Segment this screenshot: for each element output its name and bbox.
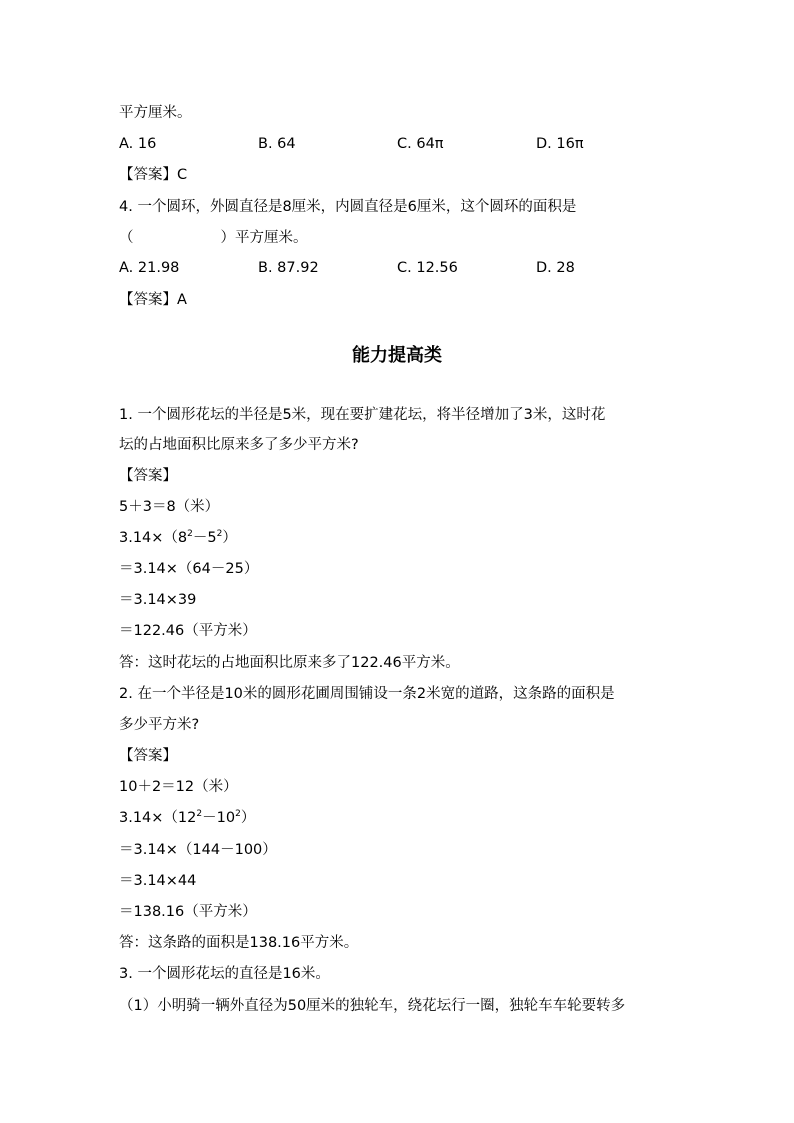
p3-question-line1: 3. 一个圆形花坛的直径是16米。 [119, 966, 330, 982]
p2-step-5: ＝138.16（平方米） [119, 904, 257, 920]
q4-option-d: D. 28 [536, 260, 575, 276]
q4-question-line1: 4. 一个圆环，外圆直径是8厘米，内圆直径是6厘米，这个圆环的面积是 [119, 199, 577, 215]
p1-question-line1: 1. 一个圆形花坛的半径是5米，现在要扩建花坛，将半径增加了3米，这时花 [119, 407, 606, 423]
q4-option-b: B. 87.92 [258, 260, 319, 276]
q3-option-b: B. 64 [258, 136, 296, 152]
q3-option-d: D. 16π [536, 136, 584, 152]
q3-options [119, 134, 679, 154]
p1-step-4: ＝3.14×39 [119, 592, 197, 608]
p1-step-2: $3.14\times(8^2-5^2)$ [119, 529, 237, 546]
p1-answer-label: 【答案】 [119, 468, 177, 484]
p2-question-line2: 多少平方米? [119, 717, 200, 733]
p1-step-1: 5＋3＝8（米） [119, 499, 220, 515]
p1-reply: 答：这时花坛的占地面积比原来多了122.46平方米。 [119, 655, 460, 671]
p2-answer-label: 【答案】 [119, 748, 177, 764]
p1-step-3: ＝3.14×（64－25） [119, 561, 259, 577]
p3-question-line2: （1）小明骑一辆外直径为50厘米的独轮车，绕花坛行一圈，独轮车车轮要转多 [119, 998, 626, 1014]
p2-step-1: 10＋2＝12（米） [119, 779, 238, 795]
q3-answer: 【答案】C [119, 167, 188, 183]
q4-answer: 【答案】A [119, 292, 187, 308]
q4-option-c: C. 12.56 [397, 260, 458, 276]
p1-question-line2: 坛的占地面积比原来多了多少平方米? [119, 437, 359, 453]
q3-tail-text: 平方厘米。 [119, 105, 192, 121]
q4-question-line2: （ ）平方厘米。 [119, 230, 308, 246]
p2-step-4: ＝3.14×44 [119, 873, 197, 889]
p2-question-line1: 2. 在一个半径是10米的圆形花圃周围铺设一条2米宽的道路，这条路的面积是 [119, 686, 615, 702]
p2-reply: 答：这条路的面积是138.16平方米。 [119, 935, 359, 951]
q4-option-a: A. 21.98 [119, 260, 180, 276]
p1-step-5: ＝122.46（平方米） [119, 623, 257, 639]
q3-option-c: C. 64π [397, 136, 444, 152]
p2-step-2: $3.14\times(12^2-10^2)$ [119, 809, 256, 826]
q3-option-a: A. 16 [119, 136, 157, 152]
p2-step-3: ＝3.14×（144－100） [119, 842, 277, 858]
q4-options [119, 258, 679, 278]
section-heading: 能力提高类 [352, 345, 442, 366]
